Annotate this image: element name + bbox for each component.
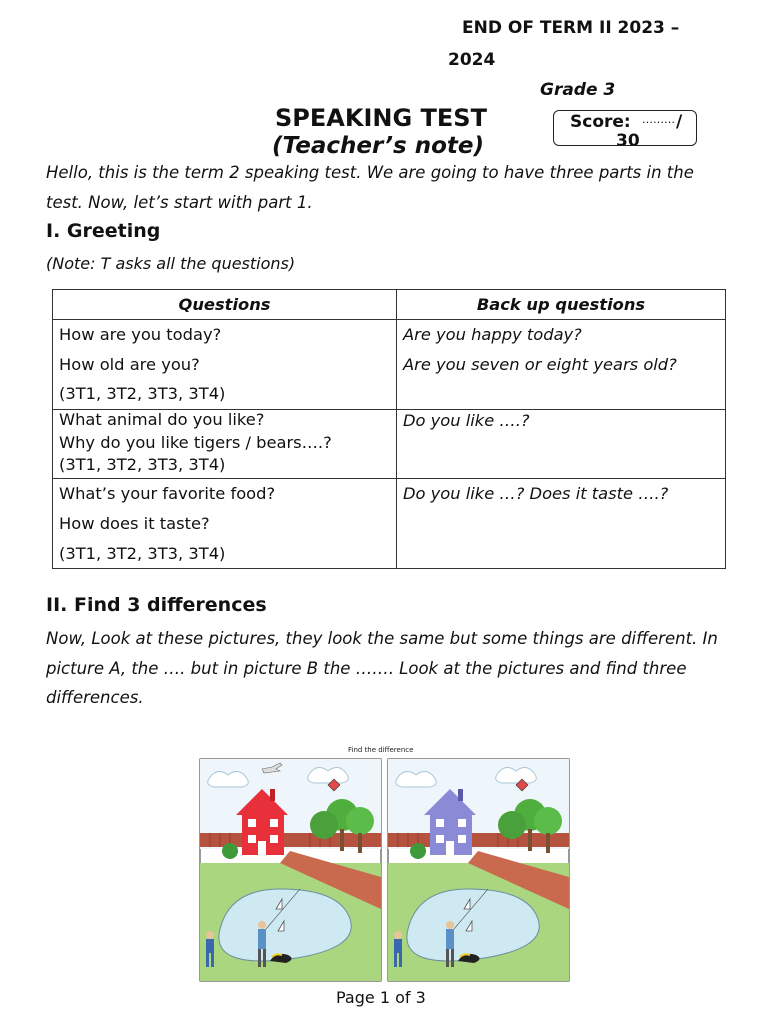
questions-table	[52, 289, 726, 569]
class-codes: (3T1, 3T2, 3T3, 3T4)	[59, 455, 226, 475]
picture-b	[388, 759, 569, 981]
intro-paragraph: Hello, this is the term 2 speaking test. We are going to have three parts in the test. Now, let’s start with part 1.	[46, 163, 694, 212]
section-note: (Note: T asks all the questions)	[46, 254, 296, 273]
backup-cell	[397, 479, 726, 569]
page-title: SPEAKING TEST	[275, 104, 487, 132]
term-header: END OF TERM II 2023 –	[462, 18, 680, 38]
differences-paragraph: Now, Look at these pictures, they look the same but some things are different. In picture A, the …. but in picture B the ……. Look at the pictures and find three differences.	[46, 629, 718, 707]
question-line: How does it taste?	[59, 513, 210, 533]
score-slash: /	[676, 112, 683, 132]
question-line: What animal do you like?	[59, 410, 265, 430]
table-header-row	[53, 290, 726, 320]
questions-cell	[53, 410, 397, 479]
grade-label: Grade 3	[540, 80, 616, 100]
question-line: How old are you?	[59, 354, 200, 374]
table-row	[53, 410, 726, 479]
section-heading-differences: II. Find 3 differences	[46, 594, 267, 616]
score-blank: ………	[642, 113, 675, 126]
page-subtitle: (Teacher’s note)	[272, 133, 484, 159]
score-label: Score:	[570, 112, 631, 132]
class-codes: (3T1, 3T2, 3T3, 3T4)	[59, 384, 226, 404]
column-header-questions: Questions	[53, 290, 397, 320]
questions-cell	[53, 479, 397, 569]
year-header: 2024	[448, 50, 496, 70]
backup-question-line: Do you like ….?	[403, 411, 530, 431]
table-row	[53, 320, 726, 410]
backup-cell	[397, 320, 726, 410]
question-line: Why do you like tigers / bears….?	[59, 432, 332, 452]
table-row	[53, 479, 726, 569]
score-box	[553, 110, 697, 146]
backup-question-line: Do you like …? Does it taste ….?	[403, 484, 669, 504]
backup-cell	[397, 410, 726, 479]
column-header-backup: Back up questions	[397, 290, 726, 320]
picture-caption: Find the difference	[348, 746, 414, 754]
score-total: 30	[616, 131, 640, 146]
question-line: What’s your favorite food?	[59, 484, 276, 504]
class-codes: (3T1, 3T2, 3T3, 3T4)	[59, 543, 226, 563]
find-difference-picture	[198, 743, 582, 992]
question-line: How are you today?	[59, 325, 222, 344]
picture-a	[200, 759, 381, 981]
backup-question-line: Are you happy today?	[403, 325, 582, 344]
backup-question-line: Are you seven or eight years old?	[403, 354, 677, 374]
section-heading-greeting: I. Greeting	[46, 220, 161, 242]
questions-cell	[53, 320, 397, 410]
page-footer: Page 1 of 3	[336, 988, 426, 1007]
